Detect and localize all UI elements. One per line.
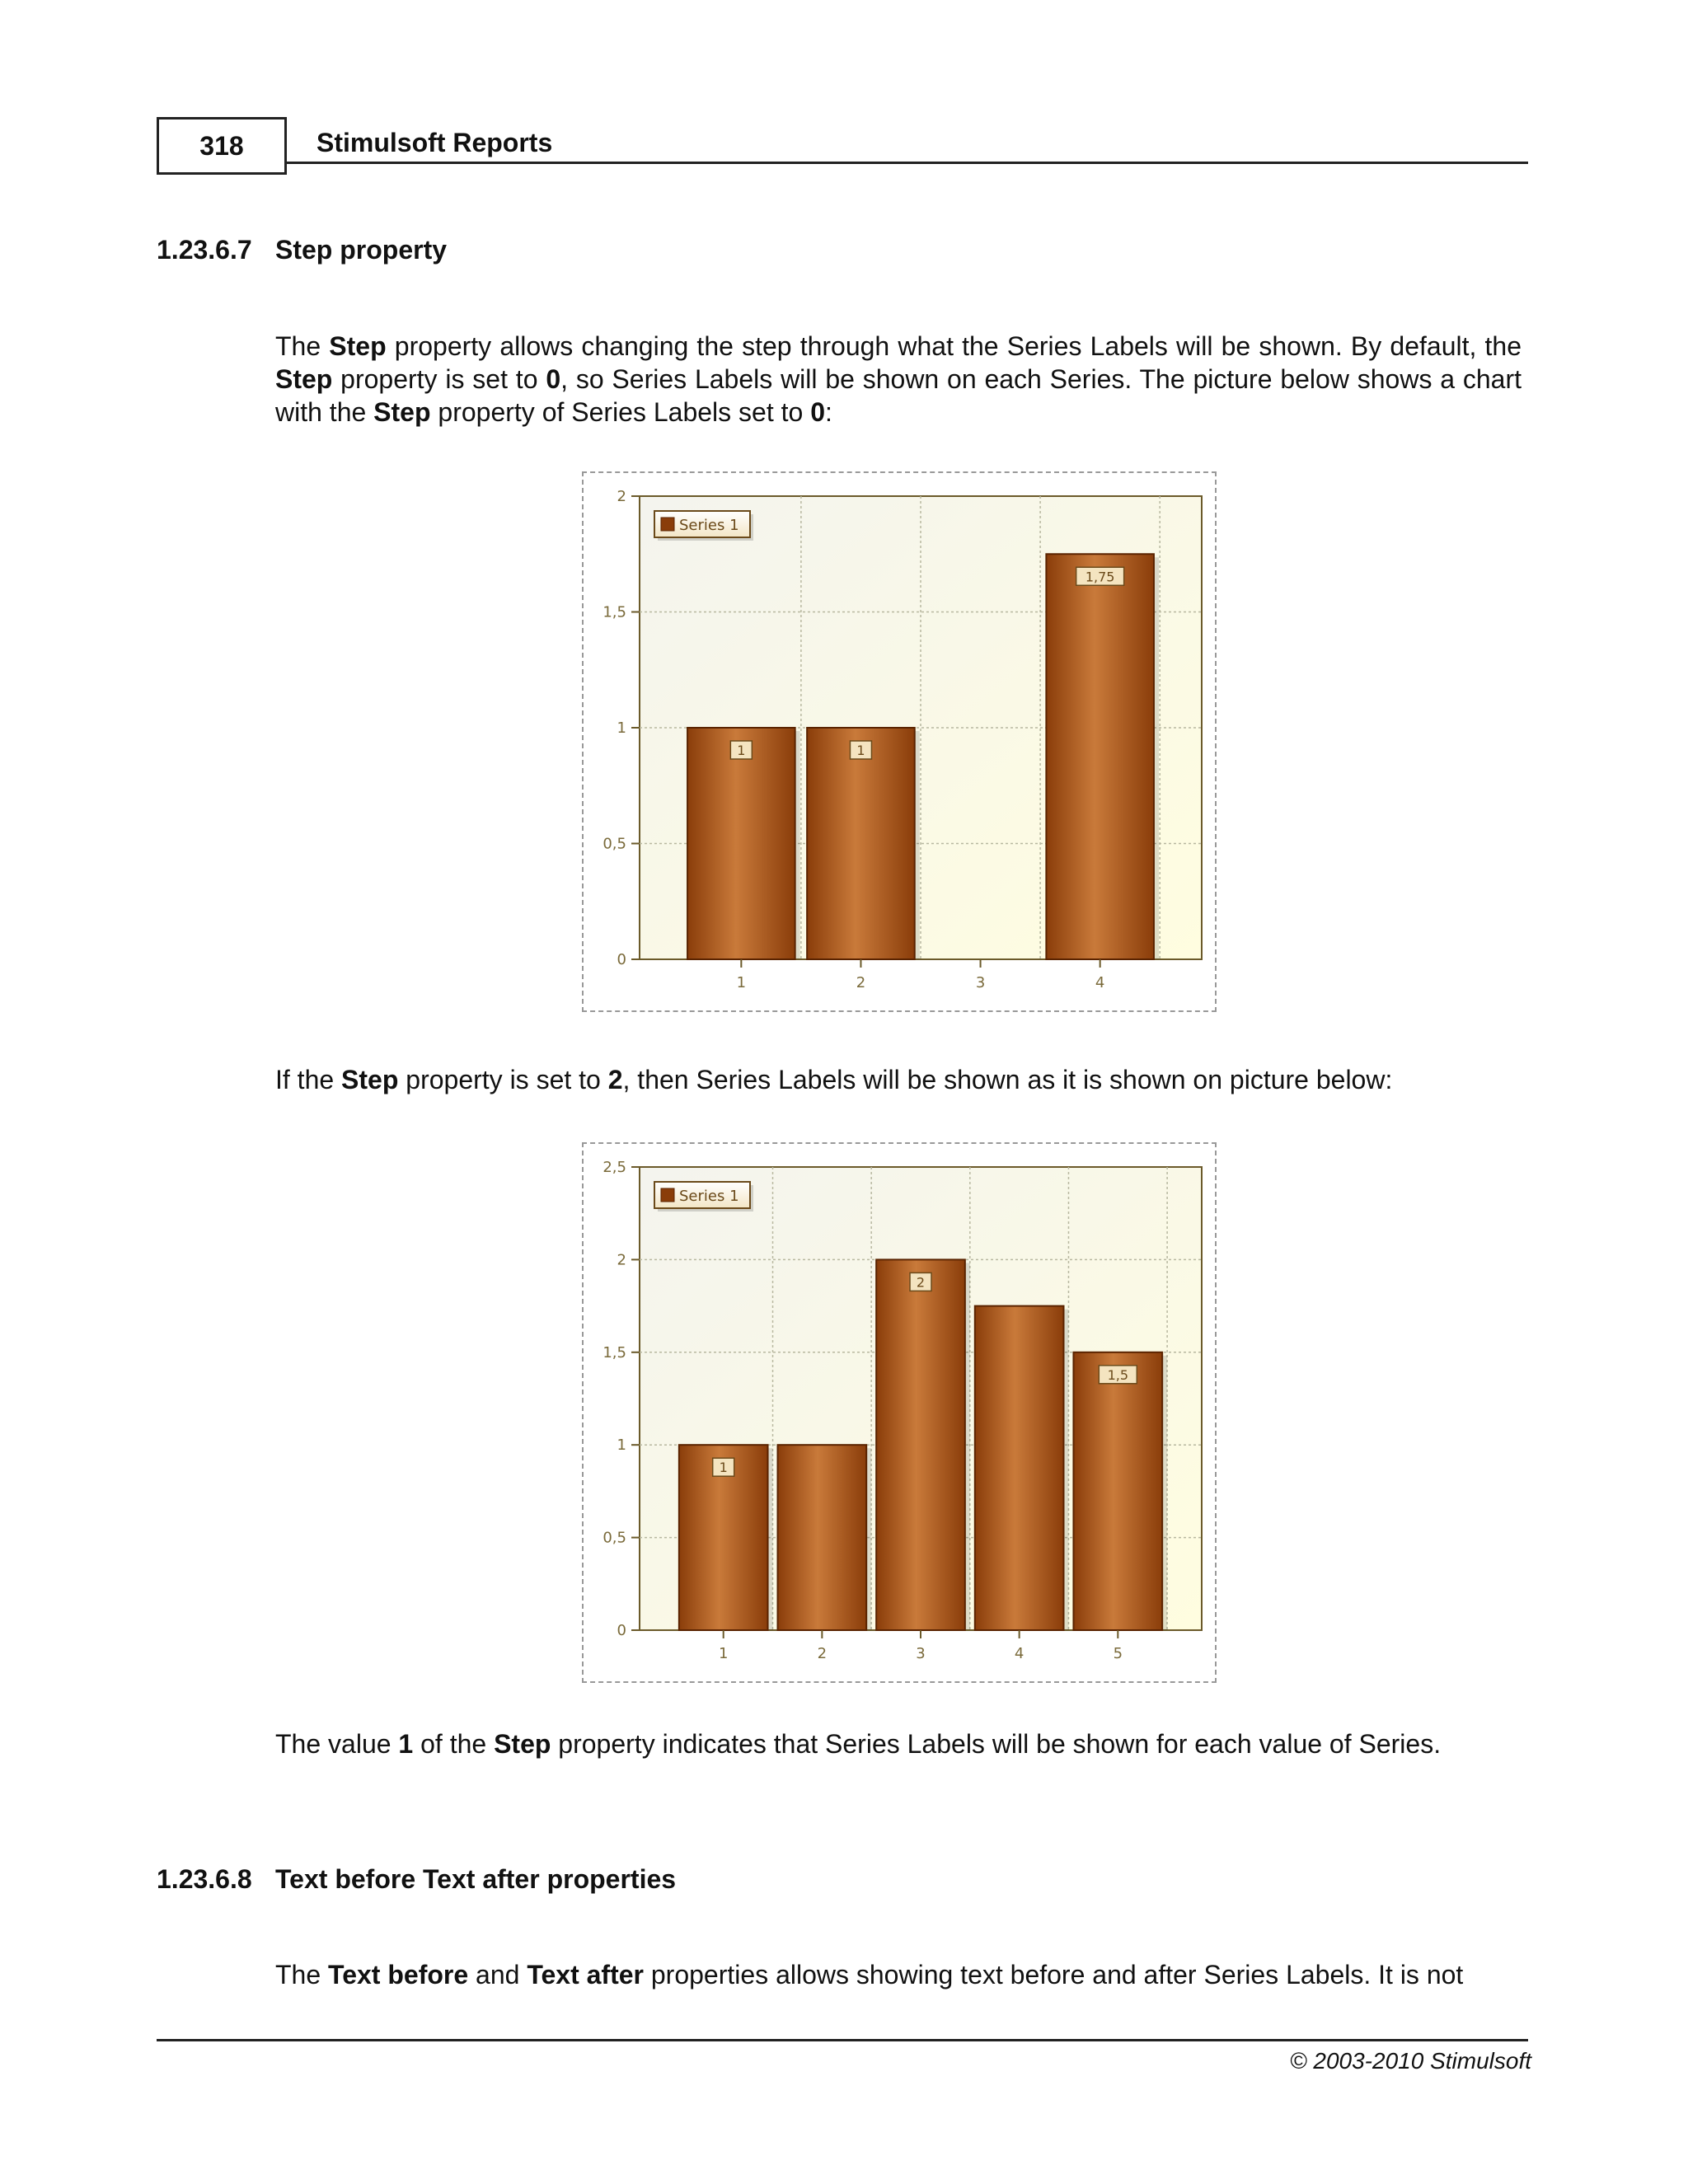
section-number: 1.23.6.7 — [157, 235, 252, 265]
y-tick-label: 1,5 — [603, 603, 626, 621]
paragraph-2: If the Step property is set to 2, then Series Labels will be shown as it is shown on picture below: — [275, 1065, 1393, 1094]
data-label: 2 — [916, 1274, 926, 1291]
data-label: 1 — [856, 743, 865, 758]
chart-2-plot — [584, 1144, 1218, 1685]
data-label: 1,5 — [1107, 1366, 1129, 1383]
bar — [1046, 554, 1154, 959]
paragraph-3: The value 1 of the Step property indicates that Series Labels will be shown for each value of Series. — [275, 1729, 1442, 1759]
chart-1-plot — [584, 473, 1218, 1014]
chart-2 — [582, 1142, 1217, 1683]
legend-swatch — [661, 1188, 674, 1202]
y-tick-label: 2 — [617, 1251, 626, 1269]
paragraph-1: The Step property allows changing the step through what the Series Labels will be shown. By default, the Step property is set to 0, so Series Labels will be shown on each Series. The picture below shows a chart with the Step property of Series Labels set to 0: — [275, 331, 1522, 427]
y-tick-label: 0,5 — [603, 835, 626, 853]
x-tick-label: 1 — [736, 974, 747, 991]
y-tick-label: 1,5 — [603, 1343, 626, 1361]
bar — [807, 728, 915, 959]
header-title: Stimulsoft Reports — [316, 128, 553, 157]
bar — [1073, 1352, 1162, 1630]
x-tick-label: 4 — [1014, 1645, 1025, 1662]
y-tick-label: 0 — [617, 951, 626, 968]
header-rule — [287, 162, 1528, 164]
footer-copyright: © 2003-2010 Stimulsoft — [1289, 2048, 1531, 2074]
page-number: 318 — [157, 117, 287, 175]
x-tick-label: 4 — [1095, 974, 1105, 991]
legend-label: Series 1 — [679, 1188, 739, 1205]
bar — [975, 1306, 1064, 1630]
bar — [778, 1445, 867, 1630]
x-tick-label: 5 — [1113, 1645, 1123, 1662]
legend-swatch — [661, 518, 674, 531]
x-tick-label: 3 — [975, 974, 986, 991]
y-tick-label: 2,5 — [603, 1159, 626, 1176]
paragraph-4: The Text before and Text after properties allows showing text before and after Series Labels. It is not — [275, 1960, 1464, 1990]
legend-label: Series 1 — [679, 517, 739, 534]
data-label: 1 — [737, 743, 746, 758]
bar — [687, 728, 795, 959]
section-number: 1.23.6.8 — [157, 1864, 252, 1894]
y-tick-label: 0,5 — [603, 1529, 626, 1547]
x-tick-label: 2 — [817, 1645, 828, 1662]
y-tick-label: 2 — [617, 488, 626, 505]
y-tick-label: 1 — [617, 1436, 626, 1455]
bar — [876, 1259, 965, 1630]
x-tick-label: 2 — [856, 974, 866, 991]
section-title: Text before Text after properties — [275, 1864, 677, 1894]
y-tick-label: 1 — [617, 719, 626, 737]
section-title: Step property — [275, 235, 448, 265]
x-tick-label: 3 — [916, 1645, 926, 1662]
data-label: 1 — [719, 1460, 728, 1476]
x-tick-label: 1 — [718, 1645, 729, 1662]
data-label: 1,75 — [1085, 569, 1115, 585]
chart-1 — [582, 471, 1217, 1012]
y-tick-label: 0 — [617, 1622, 626, 1639]
footer-rule — [157, 2039, 1528, 2041]
